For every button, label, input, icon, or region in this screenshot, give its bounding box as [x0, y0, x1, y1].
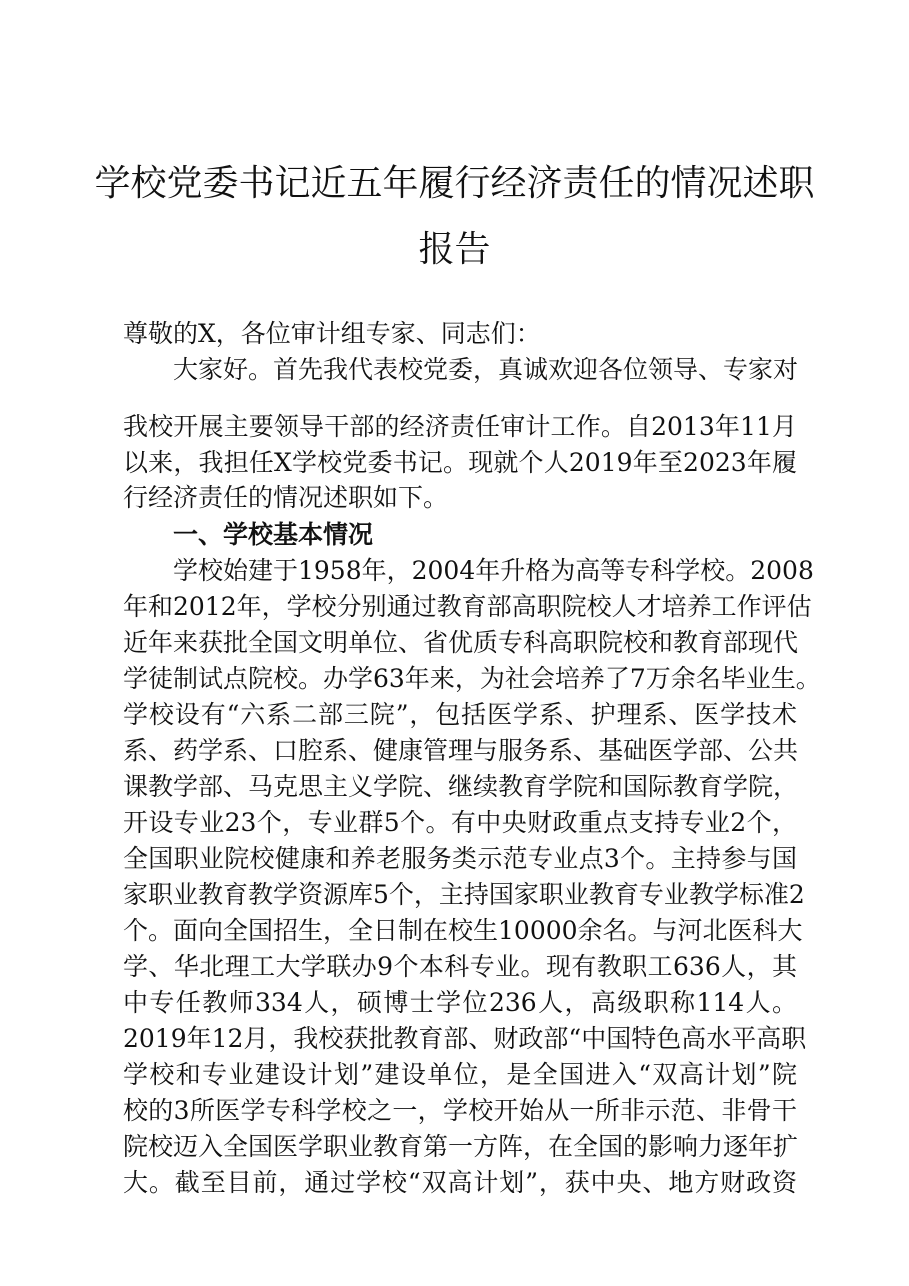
intro-line-4: 行经济责任的情况述职如下。: [123, 483, 449, 512]
body-line-5: 学校设有“六系二部三院”，包括医学系、护理系、医学技术: [123, 700, 797, 729]
body-line-16: 校的3所医学专科学校之一，学校开始从一所非示范、非骨干: [123, 1096, 797, 1125]
document-title-line-2: 报告: [418, 229, 491, 270]
body-line-8: 开设专业23个，专业群5个。有中央财政重点支持专业2个，: [123, 808, 797, 837]
body-line-10: 家职业教育教学资源库5个，主持国家职业教育专业教学标准2: [123, 880, 805, 909]
intro-line-1: 大家好。首先我代表校党委，真诚欢迎各位领导、专家对: [173, 355, 799, 384]
intro-line-2: 我校开展主要领导干部的经济责任审计工作。自2013年11月: [123, 412, 797, 441]
body-line-7: 课教学部、马克思主义学院、继续教育学院和国际教育学院，: [123, 772, 799, 801]
body-line-1: 学校始建于1958年，2004年升格为高等专科学校。2008: [173, 556, 814, 585]
body-line-2: 年和2012年，学校分别通过教育部高职院校人才培养工作评估: [123, 592, 812, 621]
body-line-17: 院校迈入全国医学职业教育第一方阵，在全国的影响力逐年扩: [123, 1132, 799, 1161]
section-heading: 一、学校基本情况: [173, 520, 374, 549]
body-line-11: 个。面向全国招生，全日制在校生10000余名。与河北医科大: [123, 916, 803, 945]
body-line-4: 学徒制试点院校。办学63年来，为社会培养了7万余名毕业生。: [123, 664, 821, 693]
salutation: 尊敬的X，各位审计组专家、同志们：: [123, 319, 541, 348]
body-line-12: 学、华北理工大学联办9个本科专业。现有教职工636人，其: [123, 952, 797, 981]
document-title-line-1: 学校党委书记近五年履行经济责任的情况述职: [94, 163, 815, 204]
body-line-6: 系、药学系、口腔系、健康管理与服务系、基础医学部、公共: [123, 736, 799, 765]
body-line-15: 学校和专业建设计划”建设单位，是全国进入“双高计划”院: [123, 1060, 797, 1089]
body-line-9: 全国职业院校健康和养老服务类示范专业点3个。主持参与国: [123, 844, 797, 873]
body-line-18: 大。截至目前，通过学校“双高计划”，获中央、地方财政资: [123, 1168, 797, 1197]
body-line-13: 中专任教师334人，硕博士学位236人，高级职称114人。: [123, 988, 797, 1017]
body-line-3: 近年来获批全国文明单位、省优质专科高职院校和教育部现代: [123, 628, 799, 657]
body-line-14: 2019年12月，我校获批教育部、财政部“中国特色高水平高职: [123, 1024, 807, 1053]
intro-line-3: 以来，我担任X学校党委书记。现就个人2019年至2023年履: [123, 448, 797, 477]
